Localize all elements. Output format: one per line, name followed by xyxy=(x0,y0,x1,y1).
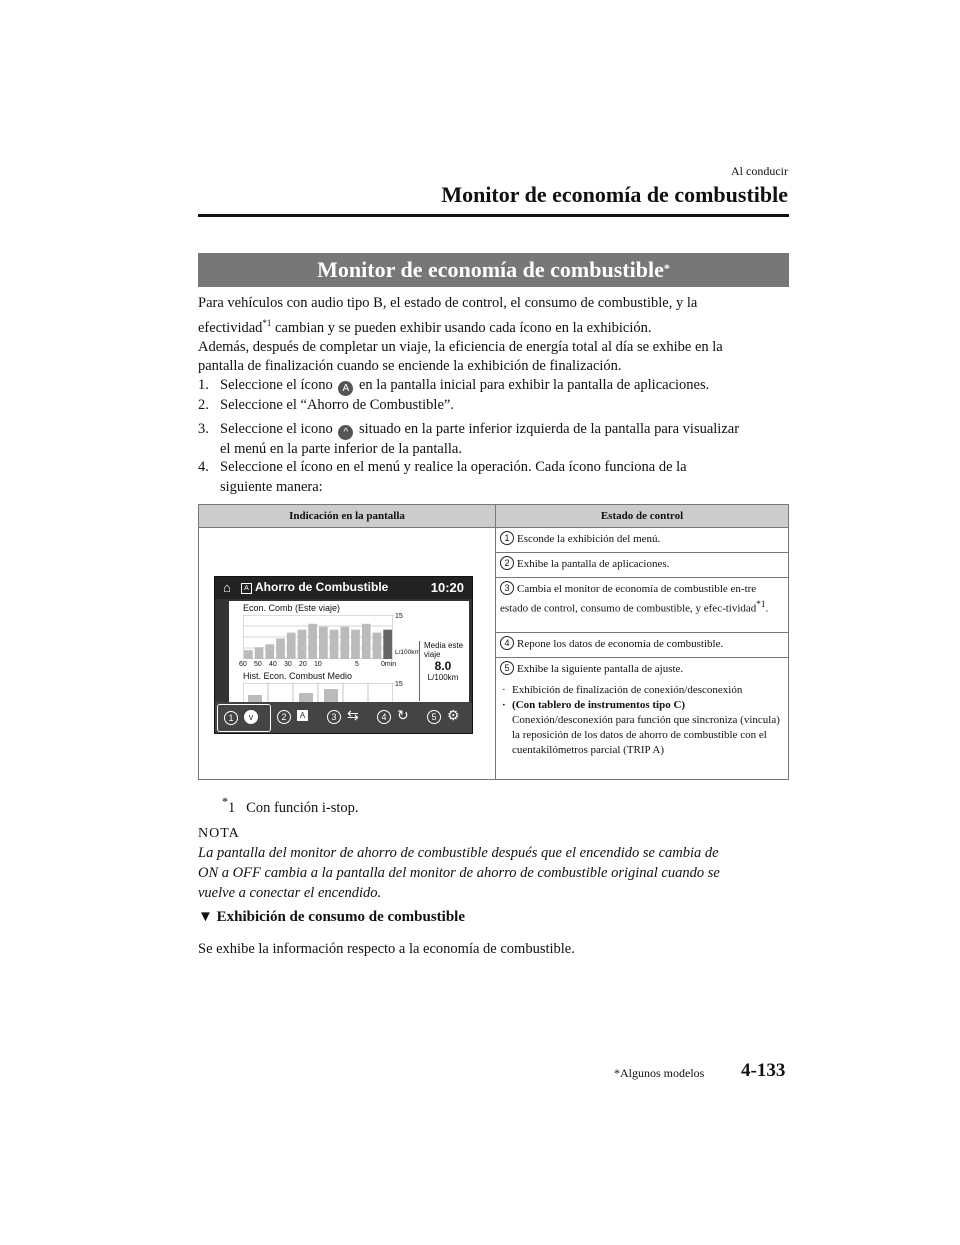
step-text-line2: el menú en la parte inferior de la pantalla. xyxy=(220,441,462,457)
menu-reset-button[interactable] xyxy=(371,704,419,730)
step-3 xyxy=(198,420,798,460)
footnote-number: 1 xyxy=(228,799,236,816)
row-number: 1 xyxy=(500,531,514,545)
footnote-text: Con función i-stop. xyxy=(246,799,359,816)
row-text: Repone los datos de economía de combustible. xyxy=(517,638,724,650)
row-number: 4 xyxy=(500,636,514,650)
apps-icon: A xyxy=(338,381,353,396)
menu-number: 4 xyxy=(377,710,391,724)
graph1-bar xyxy=(383,630,392,659)
table-cell xyxy=(496,658,789,780)
avg-label: viaje xyxy=(424,650,441,659)
step-4 xyxy=(198,458,798,498)
menu-number: 2 xyxy=(277,710,291,724)
screen-menu-bar xyxy=(215,702,472,733)
graph1-chart xyxy=(243,615,393,659)
note-line: ON a OFF cambia a la pantalla del monitor de ahorro de combustible original cuando se xyxy=(198,865,720,881)
step-1 xyxy=(198,376,798,396)
screen-header xyxy=(215,577,472,599)
switch-icon: ⇆ xyxy=(347,707,359,723)
step-text xyxy=(220,458,798,497)
table-cell xyxy=(496,528,789,553)
banner-title: Monitor de economía de combustible xyxy=(317,257,664,282)
row-text: Esconde la exhibición del menú. xyxy=(517,533,661,545)
menu-number: 5 xyxy=(427,710,441,724)
triangle-icon: ▼ xyxy=(198,909,213,925)
gear-icon: ⚙ xyxy=(447,707,460,723)
row-number: 2 xyxy=(500,556,514,570)
section-label: Al conducir xyxy=(731,164,788,178)
chevron-up-icon: ^ xyxy=(338,425,353,440)
x-tick: 0min xyxy=(381,661,397,668)
screen-title: Ahorro de Combustible xyxy=(255,580,389,594)
row-sup: *1 xyxy=(756,599,766,609)
intro-text: efectividad xyxy=(198,319,263,336)
x-tick: 5 xyxy=(355,661,359,668)
step-text: Seleccione el “Ahorro de Combustible”. xyxy=(220,397,454,413)
x-tick: 40 xyxy=(269,661,277,668)
step-text-line1: Seleccione el ícono en el menú y realice la operación. Cada ícono funciona de la xyxy=(220,459,687,475)
avg-unit: L/100km xyxy=(427,673,459,682)
chevron-down-icon: v xyxy=(244,710,258,724)
step-number: 2. xyxy=(198,397,209,413)
average-box xyxy=(419,641,466,701)
table-cell xyxy=(496,553,789,578)
subsection-text: Se exhibe la información respecto a la economía de combustible. xyxy=(198,941,575,957)
graph1-axis xyxy=(239,661,399,671)
subsection-title: Exhibición de consumo de combustible xyxy=(216,909,465,925)
x-tick: 10 xyxy=(314,661,322,668)
step-number: 1. xyxy=(198,377,209,393)
header-rule xyxy=(198,214,789,217)
home-icon: ⌂ xyxy=(223,580,231,595)
graph1-bar xyxy=(287,633,296,659)
note-line: vuelve a conectar el encendido. xyxy=(198,885,382,901)
graph2-scale: 15 xyxy=(395,681,403,688)
graph1-bar xyxy=(255,647,264,659)
graph1-unit: L/100km xyxy=(395,649,420,656)
apps-icon: A xyxy=(241,583,252,594)
apps-icon: A xyxy=(297,710,308,721)
screen-time: 10:20 xyxy=(430,580,464,595)
x-tick: 20 xyxy=(299,661,307,668)
table-cell xyxy=(496,578,789,633)
graph1-bar xyxy=(362,624,371,659)
table-cell xyxy=(496,633,789,658)
graph1-bar xyxy=(276,638,285,659)
step-text xyxy=(220,420,798,460)
menu-hide-button[interactable] xyxy=(217,704,271,732)
avg-value: 8.0 xyxy=(434,659,452,673)
page-header-title: Monitor de economía de combustible xyxy=(441,182,788,207)
graph1-bar xyxy=(373,633,382,659)
menu-number: 3 xyxy=(327,710,341,724)
step-number: 3. xyxy=(198,421,209,437)
screen-panel xyxy=(229,601,469,703)
intro-line: Para vehículos con audio tipo B, el estado de control, el consumo de combustible, y la xyxy=(198,295,698,311)
x-tick: 50 xyxy=(254,661,262,668)
bullet-item: · Exhibición de finalización de conexión/desconexión xyxy=(500,683,784,698)
graph1-bar xyxy=(340,627,349,659)
intro-paragraph-1 xyxy=(198,294,798,377)
step-number: 4. xyxy=(198,459,209,475)
table-header-row xyxy=(199,505,789,528)
intro-text: cambian y se pueden exhibir usando cada ícono en la exhibición. xyxy=(271,319,652,336)
row-number: 3 xyxy=(500,581,514,595)
graph1-label: Econ. Comb (Este viaje) xyxy=(243,603,341,613)
reset-icon: ↻ xyxy=(397,707,409,723)
row-text: Exhibe la pantalla de aplicaciones. xyxy=(517,558,670,570)
intro-sup: *1 xyxy=(262,317,272,328)
fuel-economy-screen xyxy=(214,576,473,734)
subsection-heading xyxy=(198,909,465,926)
table-header-display: Indicación en la pantalla xyxy=(199,505,496,528)
row-text: Exhibe la siguiente pantalla de ajuste. xyxy=(517,663,684,675)
banner-asterisk: * xyxy=(663,261,670,275)
footer-note: *Algunos modelos xyxy=(614,1066,705,1080)
graph1-bars xyxy=(243,615,393,659)
step-text xyxy=(220,376,798,396)
row-end: . xyxy=(765,602,769,615)
graph2-label: Hist. Econ. Combust Medio xyxy=(243,671,353,681)
page-number: 4-133 xyxy=(741,1060,786,1081)
x-tick: 60 xyxy=(239,661,247,668)
bullet-subtext: Conexión/desconexión para función que sincroniza (vincula) la reposición de los datos de ahorro de combustible con el cuentakilómetros parcial (TRIP A) xyxy=(512,714,780,756)
graph1-scale: 15 xyxy=(395,613,403,620)
table-header-control: Estado de control xyxy=(496,505,789,528)
x-tick: 30 xyxy=(284,661,292,668)
step-text-post: situado en la parte inferior izquierda de la pantalla para visualizar xyxy=(358,421,740,437)
table-row xyxy=(199,528,789,553)
section-banner xyxy=(198,253,789,287)
step-text-pre: Seleccione el icono xyxy=(220,421,333,437)
graph1-bar xyxy=(265,644,274,659)
row-text: Cambia el monitor de economía de combustible en-tre estado de control, consumo de combustible, y efec-tividad xyxy=(500,583,757,615)
footnote xyxy=(222,795,359,817)
menu-switch-button[interactable] xyxy=(321,704,369,730)
graph2-chart xyxy=(243,683,393,703)
row-number: 5 xyxy=(500,661,514,675)
graph1-bar xyxy=(298,630,307,659)
intro-line: pantalla de finalización cuando se enciende la exhibición de finalización. xyxy=(198,358,622,375)
note-line: La pantalla del monitor de ahorro de combustible después que el encendido se cambia de xyxy=(198,845,719,861)
graph1-bar xyxy=(330,630,339,659)
step-text-post: en la pantalla inicial para exhibir la pantalla de aplicaciones. xyxy=(358,377,710,393)
bullet-item: · (Con tablero de instrumentos tipo C) xyxy=(500,698,784,713)
step-2 xyxy=(198,396,798,416)
intro-line xyxy=(198,314,798,338)
graph1-bar xyxy=(308,624,317,659)
graph1-bar xyxy=(244,650,253,659)
graph1-bar xyxy=(319,627,328,659)
intro-line: Además, después de completar un viaje, la eficiencia de energía total al día se exhibe en la xyxy=(198,338,723,355)
note-body xyxy=(198,843,798,903)
footnote-mark: * xyxy=(222,795,229,809)
graph1-bar xyxy=(351,630,360,659)
step-text-line2: siguiente manera: xyxy=(220,478,323,495)
menu-number: 1 xyxy=(224,711,238,725)
note-title: NOTA xyxy=(198,826,240,841)
menu-apps-button[interactable] xyxy=(271,704,319,730)
avg-label: Media este xyxy=(424,641,464,650)
step-text-pre: Seleccione el ícono xyxy=(220,377,333,393)
menu-settings-button[interactable] xyxy=(421,704,469,730)
